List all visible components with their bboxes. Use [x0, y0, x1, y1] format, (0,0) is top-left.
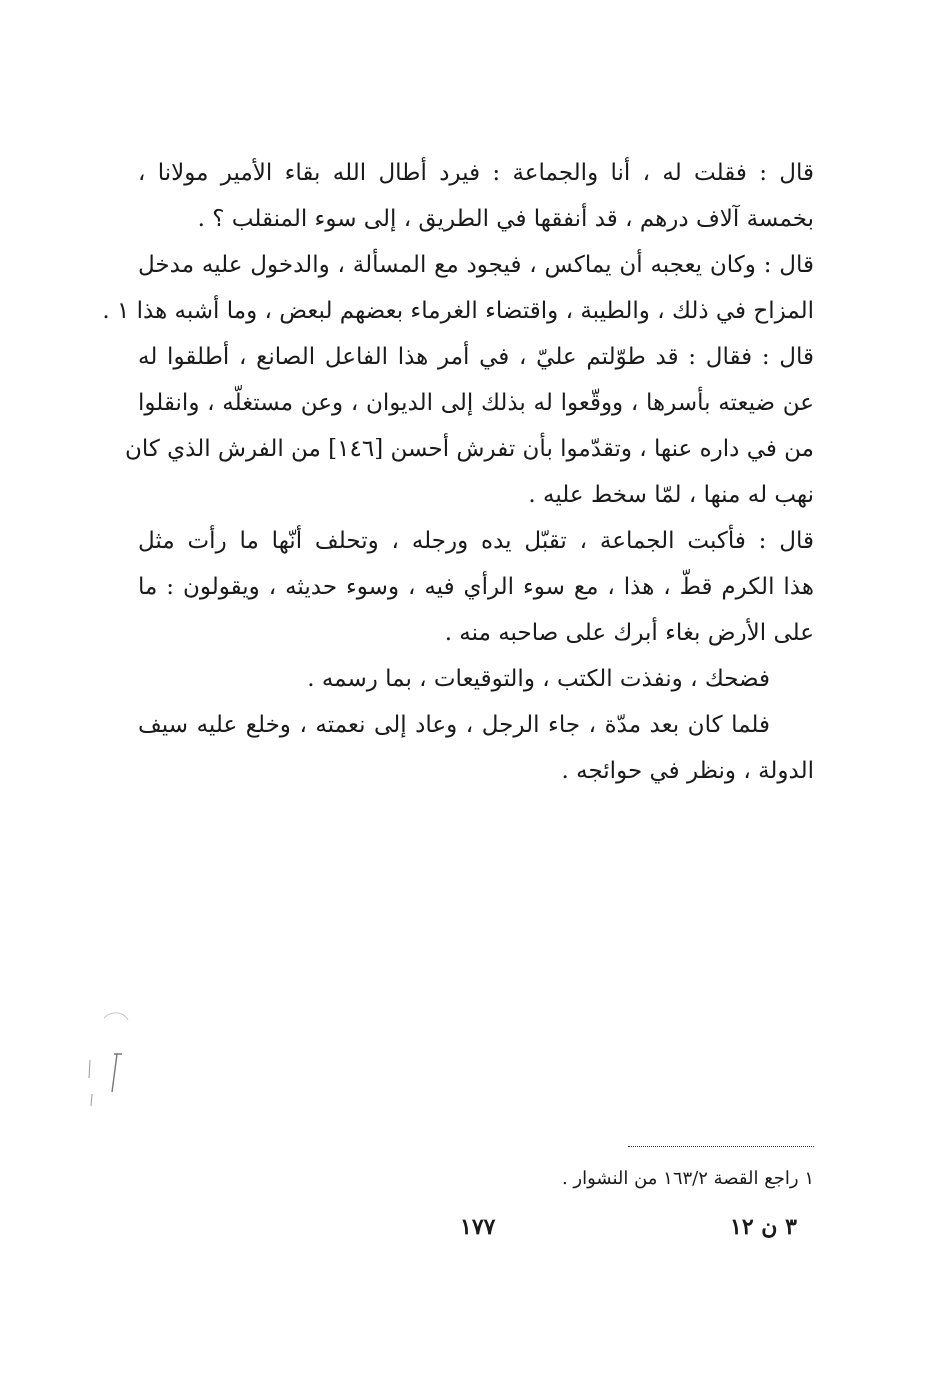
text-line-7: من في داره عنها ، وتقدّموا بأن تفرش أحسن [١٤٦] من الفرش الذي كان [124, 436, 814, 462]
footnote-separator [628, 1146, 814, 1147]
page-number: ١٧٧ [460, 1214, 496, 1240]
text-line-11: على الأرض بغاء أبرك على صاحبه منه . [444, 620, 814, 646]
text-line-9: قال : فأكبت الجماعة ، تقبّل يده ورجله ، وتحلف أنّها ما رأت مثل [138, 528, 814, 554]
text-line-8: نهب له منها ، لمّا سخط عليه . [528, 482, 814, 508]
footnote: ١ راجع القصة ١٦٣/٢ من النشوار . [561, 1168, 814, 1189]
body-text [102, 150, 814, 794]
text-line-13: فلما كان بعد مدّة ، جاء الرجل ، وعاد إلى نعمته ، وخلع عليه سيف [138, 712, 770, 738]
text-line-3: قال : وكان يعجبه أن يماكس ، فيجود مع المسألة ، والدخول عليه مدخل [138, 252, 814, 278]
margin-pencil-mark [84, 1010, 134, 1110]
printer-signature-mark: ٣ ن ١٢ [730, 1214, 797, 1240]
text-line-12: فضحك ، ونفذت الكتب ، والتوقيعات ، بما رسمه . [307, 666, 770, 692]
text-line-1: قال : فقلت له ، أنا والجماعة : فيرد أطال الله بقاء الأمير مولانا ، [138, 160, 814, 186]
text-line-10: هذا الكرم قطّ ، هذا ، مع سوء الرأي فيه ، وسوء حديثه ، ويقولون : ما [138, 574, 814, 600]
text-line-5: قال : فقال : قد طوّلتم عليّ ، في أمر هذا الفاعل الصانع ، أطلقوا له [138, 344, 814, 370]
text-line-2: بخمسة آلاف درهم ، قد أنفقها في الطريق ، إلى سوء المنقلب ؟ . [197, 206, 814, 232]
text-line-6: عن ضيعته بأسرها ، ووقّعوا له بذلك إلى الديوان ، وعن مستغلّه ، وانقلوا [138, 390, 814, 416]
text-line-14: الدولة ، ونظر في حوائجه . [561, 758, 814, 784]
text-line-4: المزاح في ذلك ، والطيبة ، واقتضاء الغرماء بعضهم لبعض ، وما أشبه هذا ١ . [102, 298, 814, 324]
